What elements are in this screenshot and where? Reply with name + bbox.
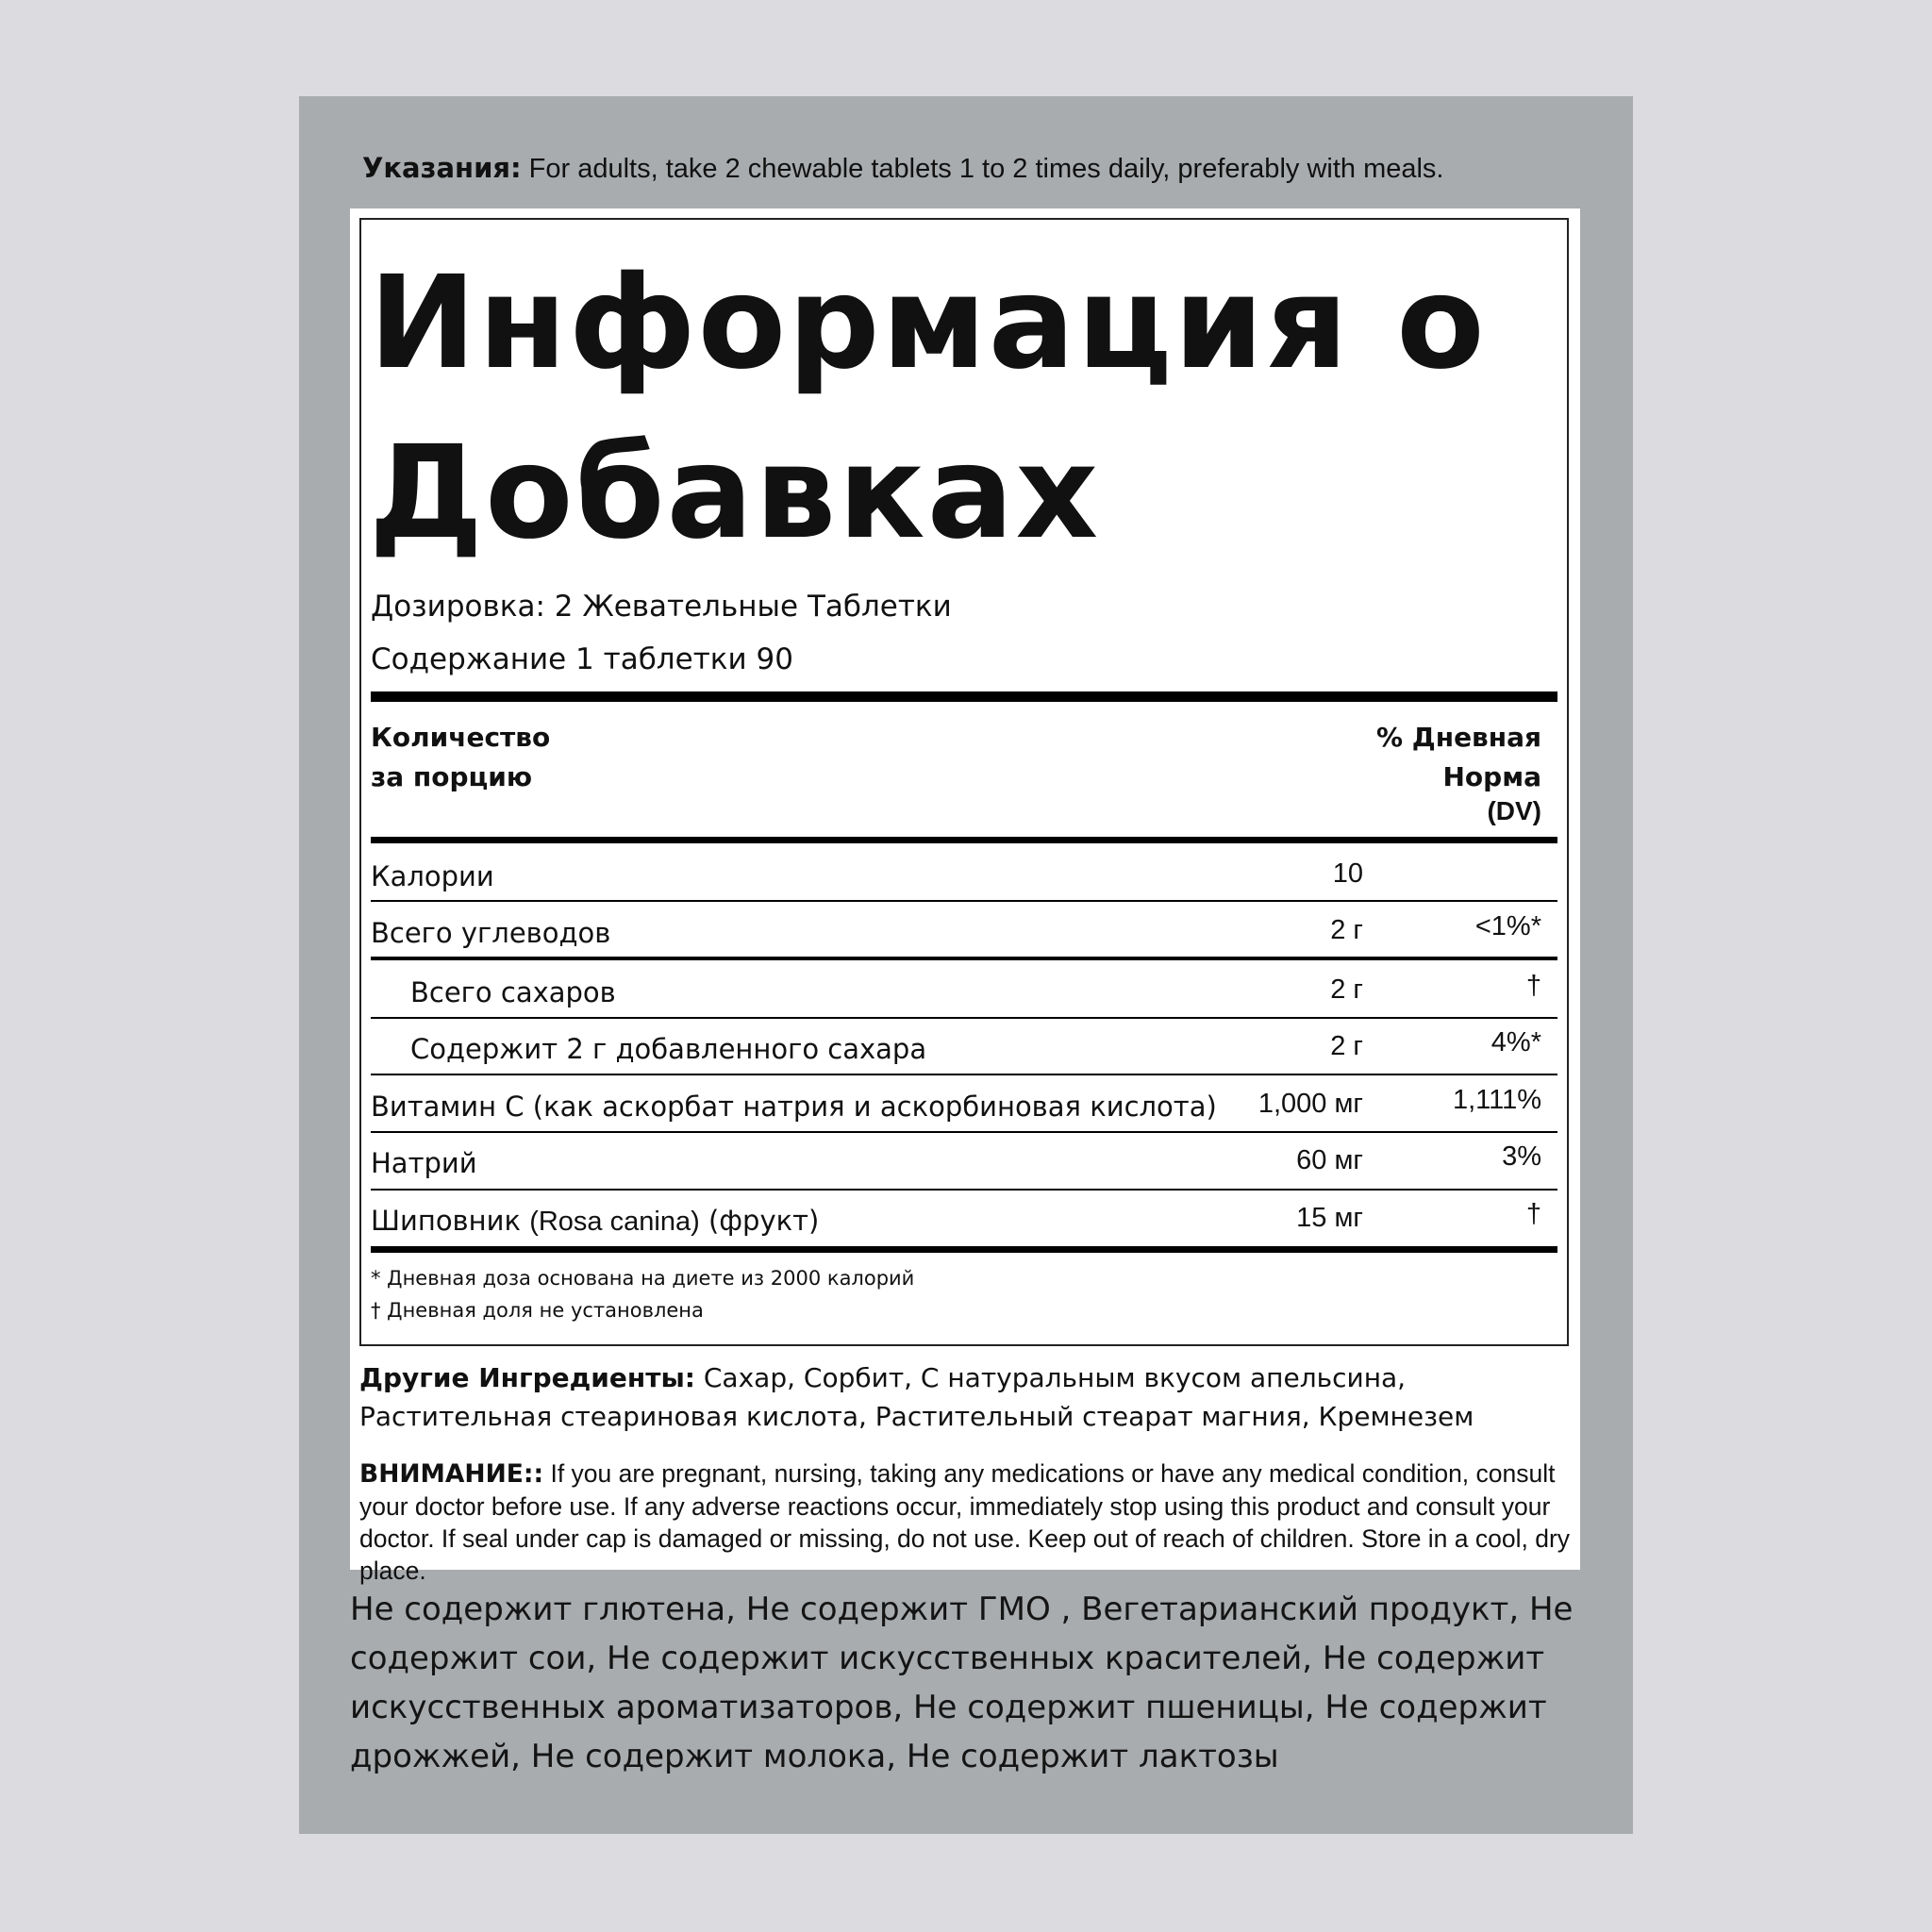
nutrient-row (371, 1075, 1557, 1130)
dv-header-line-2: Норма (1442, 761, 1541, 792)
amount-header (371, 718, 550, 797)
nutrient-amount: 15 мг (1296, 1203, 1363, 1233)
warning (359, 1457, 1576, 1587)
serving-size: Дозировка: 2 Жевательные Таблетки (371, 590, 952, 624)
footnote-not-established: † Дневная доля не установлена (371, 1299, 704, 1322)
nutrient-name: Содержит 2 г добавленного сахара (410, 1033, 927, 1065)
thick-rule (371, 691, 1557, 702)
label-panel (299, 96, 1633, 1834)
amount-header-line-2: за порцию (371, 761, 533, 792)
dv-header-line-3: (DV) (1487, 796, 1541, 825)
medium-rule (371, 957, 1557, 960)
nutrient-dv: 4%* (1491, 1027, 1541, 1058)
directions (362, 149, 1589, 188)
dv-header-line-1: % Дневная (1375, 722, 1541, 753)
medium-rule (371, 1246, 1557, 1253)
other-ingredients (359, 1358, 1567, 1436)
nutrient-dv: † (1525, 971, 1541, 1001)
directions-text: For adults, take 2 chewable tablets 1 to 2 times daily, preferably with meals. (521, 154, 1444, 184)
warning-label: ВНИМАНИЕ:: (359, 1459, 544, 1489)
nutrient-amount: 10 (1332, 858, 1363, 889)
nutrient-name: Калории (371, 860, 494, 892)
nutrient-name: Всего сахаров (410, 976, 616, 1008)
nutrient-row (371, 1190, 1557, 1244)
nutrient-row (371, 845, 1557, 900)
nutrient-dv: † (1525, 1199, 1541, 1229)
label-sheet (350, 208, 1580, 1585)
herb-latin-name: (Rosa canina) (529, 1207, 700, 1237)
other-ingredients-text: Сахар, Сорбит, С натуральным вкусом апельсина, Растительная стеариновая кислота, Растительный стеарат магния, Кремнезем (359, 1362, 1474, 1432)
nutrient-amount: 1,000 мг (1257, 1089, 1363, 1119)
nutrient-row (371, 1132, 1557, 1187)
footnote-daily-value: * Дневная доза основана на диете из 2000 калорий (371, 1267, 915, 1290)
nutrient-name: Натрий (371, 1147, 477, 1179)
nutrient-row (371, 961, 1557, 1016)
nutrient-dv: 1,111% (1452, 1085, 1541, 1115)
nutrient-amount: 2 г (1330, 1031, 1363, 1061)
medium-rule (371, 837, 1557, 843)
nutrient-name: Всего углеводов (371, 917, 611, 949)
directions-label: Указания: (362, 152, 522, 184)
nutrient-row (371, 902, 1557, 957)
dv-header (1315, 718, 1541, 825)
nutrient-dv: <1%* (1474, 911, 1541, 941)
herb-part: (фрукт) (699, 1205, 820, 1237)
other-ingredients-label: Другие Ингредиенты: (359, 1362, 695, 1393)
facts-title: Информация о Добавках (369, 249, 1487, 568)
supplement-facts-box (359, 218, 1569, 1346)
nutrient-name (371, 1205, 819, 1238)
warning-text: If you are pregnant, nursing, taking any medications or have any medical condition, consult your doctor before use. If any adverse reactions occur, immediately stop using this product and consult your doctor. If seal under cap is damaged or missing, do not use. Keep out of reach of children. Store in a cool, dry place. (359, 1459, 1571, 1585)
free-from-claims: Не содержит глютена, Не содержит ГМО , Вегетарианский продукт, Не содержит сои, Не содержит искусственных красителей, Не содержит искусственных ароматизаторов, Не содержит пшеницы, Не содержит дрожжей, Не содержит молока, Не содержит лактозы (350, 1591, 1574, 1775)
nutrient-amount: 60 мг (1296, 1145, 1363, 1175)
nutrient-dv: 3% (1502, 1141, 1541, 1172)
amount-header-line-1: Количество (371, 722, 551, 753)
servings-per-container: Содержание 1 таблетки 90 (371, 642, 793, 676)
nutrient-row (371, 1018, 1557, 1073)
nutrient-name: Витамин С (как аскорбат натрия и аскорбиновая кислота) (371, 1091, 1217, 1123)
nutrient-amount: 2 г (1330, 915, 1363, 945)
nutrient-amount: 2 г (1330, 974, 1363, 1005)
herb-name: Шиповник (371, 1205, 530, 1237)
